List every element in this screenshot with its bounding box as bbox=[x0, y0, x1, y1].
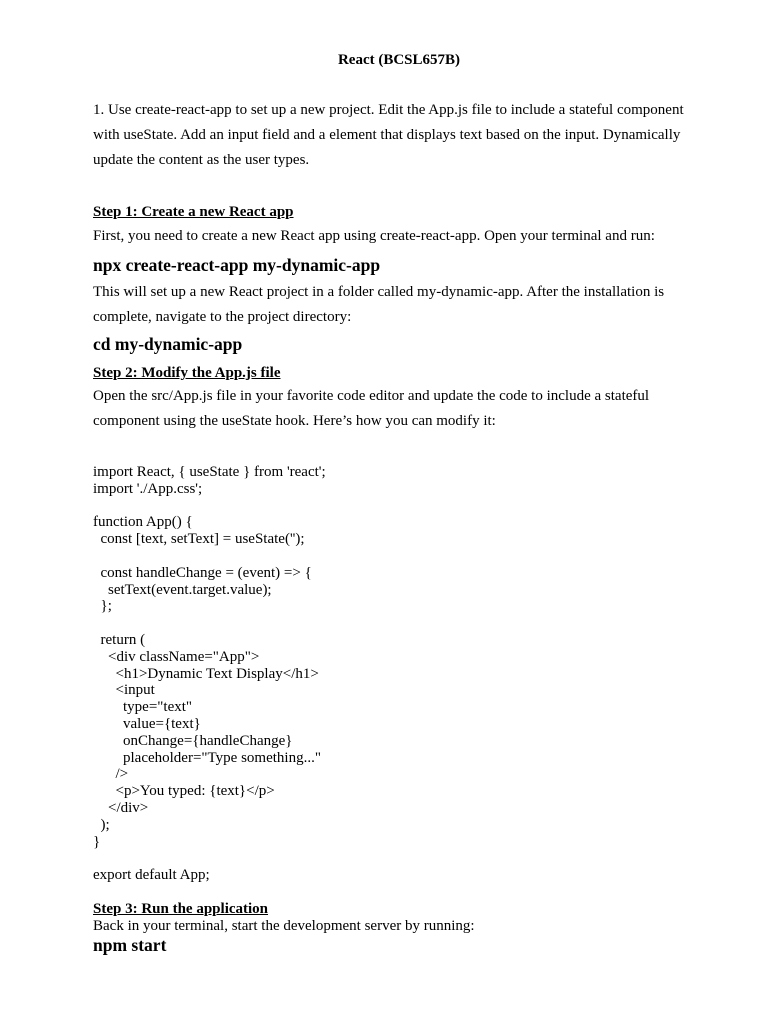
step3-heading: Step 3: Run the application bbox=[93, 901, 269, 917]
step3-command: npm start bbox=[93, 935, 167, 955]
step2-text: Open the src/App.js file in your favorite code editor and update the code to include a stateful component using the useState hook. Here’s how you can modify it: bbox=[93, 388, 650, 429]
document-title: React (BCSL657B) bbox=[337, 52, 461, 68]
step1-heading: Step 1: Create a new React app bbox=[93, 204, 294, 220]
step2-heading: Step 2: Modify the App.js file bbox=[93, 365, 281, 381]
step1-command: npx create-react-app my-dynamic-app bbox=[93, 255, 381, 275]
step1-command2: cd my-dynamic-app bbox=[93, 334, 243, 354]
intro-paragraph: 1. Use create-react-app to set up a new project. Edit the App.js file to include a stateful component with useState. Add an input field and a element that displays text based on the input. Dynamically update the content as the user types. bbox=[93, 102, 684, 168]
code-block: import React, { useState } from 'react'; import './App.css'; function App() { const [text, setText] = useState(''); const handleChange = (event) => { setText(event.target.value); }; return ( <div className="App"> <h1>Dynamic Text Display</h1> <input type="text" value={text} onChange={handleChange} placeholder="Type something..." /> <p>You typed: {text}</p> </div> ); } export default App; bbox=[93, 464, 326, 884]
step1-text: First, you need to create a new React app using create-react-app. Open your terminal and run: bbox=[93, 228, 655, 244]
step3-text: Back in your terminal, start the development server by running: bbox=[93, 918, 475, 934]
step1-text2: This will set up a new React project in a folder called my-dynamic-app. After the installation is complete, navigate to the project directory: bbox=[93, 284, 665, 325]
